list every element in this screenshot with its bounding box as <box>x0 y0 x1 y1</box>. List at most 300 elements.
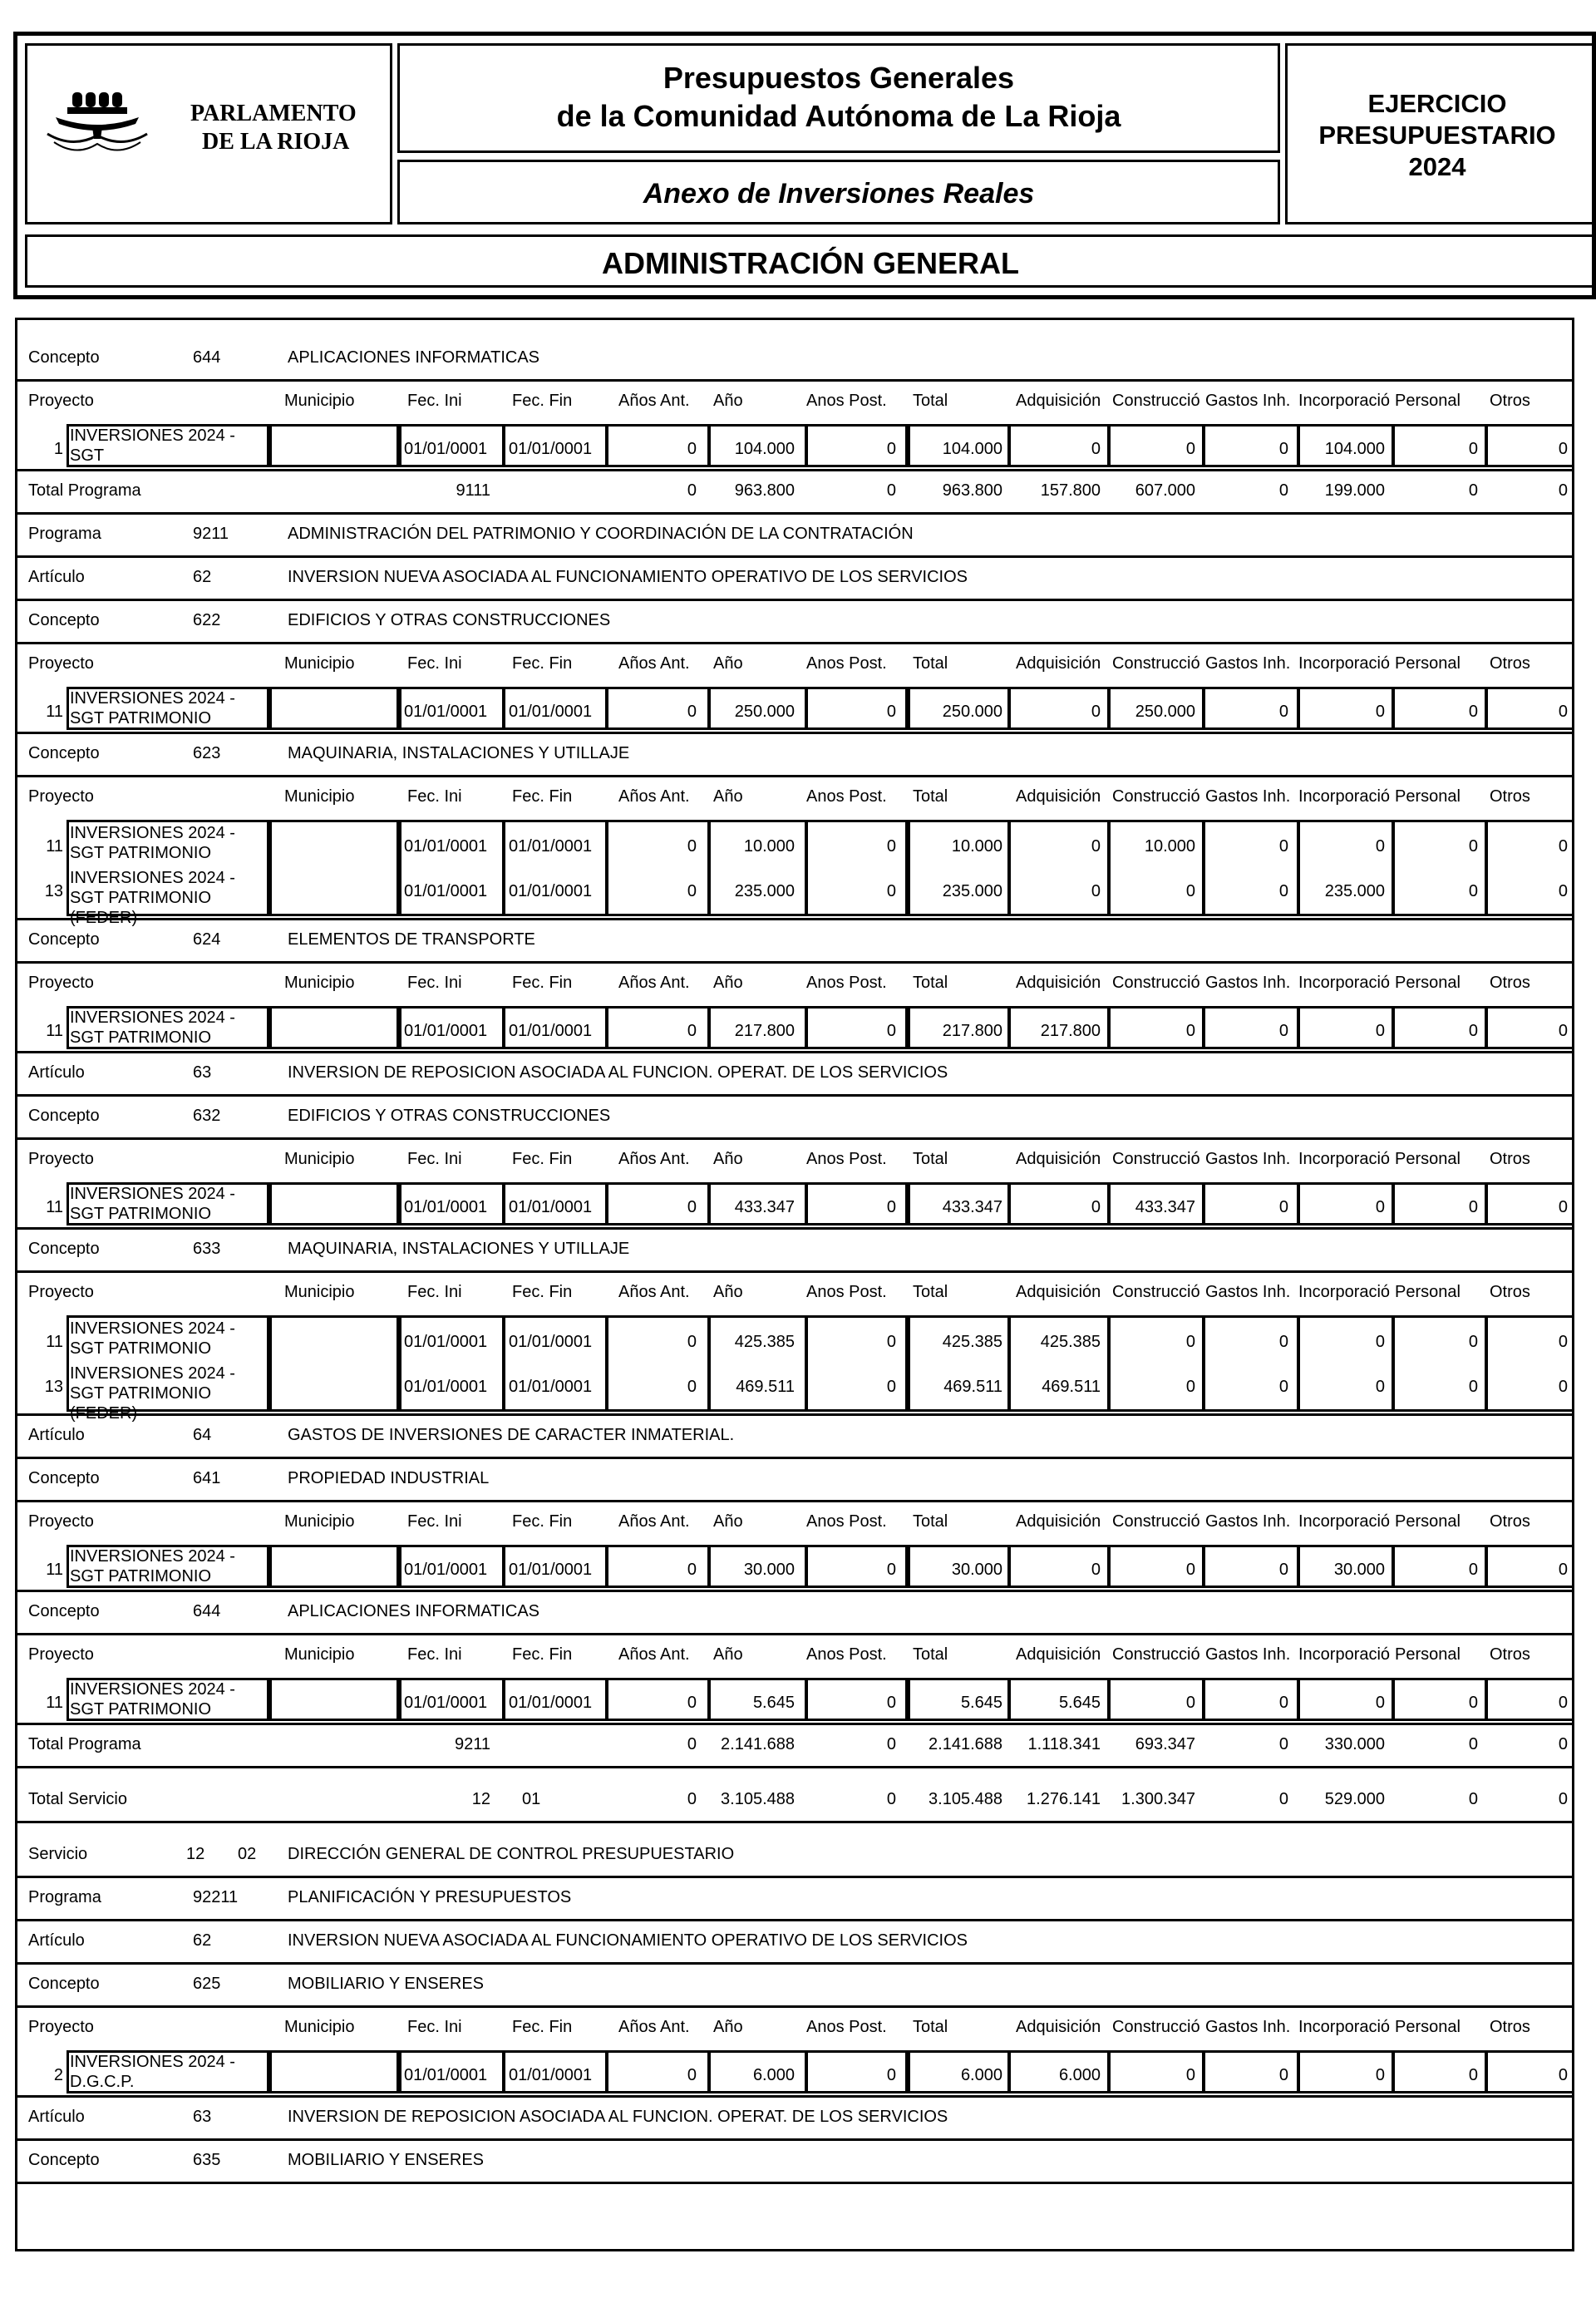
start-date: 01/01/0001 <box>404 2066 488 2084</box>
column-header: Incorporació <box>1298 1150 1391 1168</box>
table-cell <box>908 820 1011 916</box>
column-header: Anos Post. <box>806 654 887 673</box>
column-header: Adquisición <box>1016 1283 1101 1301</box>
amount-value: 6.000 <box>960 2066 1002 2084</box>
row-divider <box>15 1590 1574 1592</box>
amount-value: 0 <box>1558 1378 1568 1396</box>
project-number: 1 <box>53 440 63 458</box>
group-code: 62 <box>193 1931 212 1950</box>
amount-value: 30.000 <box>743 1561 795 1579</box>
amount-value: 104.000 <box>942 440 1002 458</box>
amount-value: 0 <box>1558 440 1568 458</box>
total-amount: 0 <box>1468 1735 1478 1753</box>
amount-value: 0 <box>687 1378 697 1396</box>
project-name: SGT PATRIMONIO <box>70 844 212 862</box>
group-label: Artículo <box>28 1931 85 1950</box>
project-name: INVERSIONES 2024 - <box>70 2053 235 2071</box>
project-number: 11 <box>46 703 63 721</box>
column-header: Adquisición <box>1016 1645 1101 1664</box>
column-header: Construcció <box>1112 1150 1200 1168</box>
amount-value: 6.000 <box>1058 2066 1101 2084</box>
column-header: Proyecto <box>28 1150 94 1168</box>
amount-value: 469.511 <box>943 1378 1002 1396</box>
amount-value: 0 <box>687 1561 697 1579</box>
table-cell <box>269 1678 399 1721</box>
amount-value: 0 <box>1558 1022 1568 1040</box>
amount-value: 0 <box>886 837 896 856</box>
amount-value: 250.000 <box>1135 703 1195 721</box>
amount-value: 10.000 <box>1144 837 1195 856</box>
total-label: Total Programa <box>28 1735 141 1753</box>
column-header: Otros <box>1490 1512 1530 1531</box>
column-header: Incorporació <box>1298 1283 1391 1301</box>
column-header: Año <box>713 1150 743 1168</box>
group-description: DIRECCIÓN GENERAL DE CONTROL PRESUPUESTARIO <box>288 1845 735 1863</box>
column-header: Año <box>713 1645 743 1664</box>
total-label: Total Programa <box>28 481 141 500</box>
column-header: Fec. Fin <box>512 654 573 673</box>
column-header: Adquisición <box>1016 1512 1101 1531</box>
table-cell <box>269 2050 399 2093</box>
group-code: 622 <box>193 611 221 629</box>
total-amount: 1.276.141 <box>1027 1790 1101 1808</box>
column-header: Anos Post. <box>806 974 887 992</box>
amount-value: 0 <box>1278 1333 1288 1351</box>
total-amount: 330.000 <box>1324 1735 1385 1753</box>
amount-value: 0 <box>1558 1333 1568 1351</box>
column-header: Personal <box>1395 2018 1461 2036</box>
table-cell <box>1485 820 1574 916</box>
column-header: Total <box>913 787 948 806</box>
column-header: Total <box>913 654 948 673</box>
column-header: Gastos Inh. <box>1205 2018 1291 2036</box>
total-code: 9211 <box>454 1735 490 1753</box>
amount-value: 235.000 <box>1324 882 1385 900</box>
column-header: Fec. Fin <box>512 1283 573 1301</box>
column-header: Total <box>913 974 948 992</box>
row-divider <box>15 1227 1574 1230</box>
group-code: 632 <box>193 1107 221 1125</box>
column-header: Año <box>713 974 743 992</box>
total-amount: 199.000 <box>1324 481 1385 500</box>
table-cell <box>269 687 399 730</box>
column-header: Otros <box>1490 1283 1530 1301</box>
amount-value: 104.000 <box>734 440 795 458</box>
table-cell <box>269 1545 399 1588</box>
column-header: Total <box>913 1512 948 1531</box>
group-code: 12 <box>186 1845 205 1863</box>
total-amount: 1.118.341 <box>1027 1735 1101 1753</box>
logo-box <box>25 43 392 224</box>
amount-value: 0 <box>1185 440 1195 458</box>
column-header: Otros <box>1490 787 1530 806</box>
amount-value: 0 <box>886 2066 896 2084</box>
row-divider <box>15 775 1574 777</box>
amount-value: 30.000 <box>951 1561 1002 1579</box>
amount-value: 0 <box>1468 1198 1478 1216</box>
column-header: Fec. Ini <box>407 392 462 410</box>
column-header: Años Ant. <box>618 654 690 673</box>
logo-text-line1: PARLAMENTO <box>190 101 357 126</box>
column-header: Municipio <box>284 2018 355 2036</box>
table-cell <box>1007 1315 1111 1412</box>
group-description: MAQUINARIA, INSTALACIONES Y UTILLAJE <box>288 744 630 762</box>
table-cell <box>502 1315 608 1412</box>
row-divider <box>15 1051 1574 1053</box>
column-header: Incorporació <box>1298 2018 1391 2036</box>
amount-value: 0 <box>1185 1694 1195 1712</box>
group-code: 92211 <box>193 1888 239 1906</box>
column-header: Gastos Inh. <box>1205 787 1291 806</box>
project-number: 13 <box>44 1378 63 1396</box>
column-header: Fec. Ini <box>407 787 462 806</box>
column-header: Fec. Ini <box>407 1645 462 1664</box>
amount-value: 0 <box>1558 1694 1568 1712</box>
total-amount: 693.347 <box>1135 1735 1195 1753</box>
column-header: Proyecto <box>28 787 94 806</box>
column-header: Personal <box>1395 1645 1461 1664</box>
amount-value: 0 <box>1468 1333 1478 1351</box>
group-code: 644 <box>193 348 221 367</box>
group-code: 644 <box>193 1602 221 1620</box>
table-cell <box>269 1006 399 1049</box>
column-header: Construcció <box>1112 974 1200 992</box>
column-header: Proyecto <box>28 1512 94 1531</box>
column-header: Otros <box>1490 2018 1530 2036</box>
group-code: 64 <box>193 1426 212 1444</box>
project-name: INVERSIONES 2024 - <box>70 427 235 445</box>
amount-value: 0 <box>1091 440 1101 458</box>
amount-value: 0 <box>1375 1198 1385 1216</box>
project-name: INVERSIONES 2024 - <box>70 1680 235 1699</box>
ejercicio-year: 2024 <box>1408 152 1466 181</box>
group-code: 62 <box>193 568 212 586</box>
amount-value: 0 <box>1278 440 1288 458</box>
column-header: Municipio <box>284 1283 355 1301</box>
column-header: Personal <box>1395 392 1461 410</box>
row-divider <box>15 1919 1574 1921</box>
group-code-2: 02 <box>238 1845 257 1863</box>
column-header: Municipio <box>284 787 355 806</box>
project-name: INVERSIONES 2024 - <box>70 869 235 887</box>
column-header: Gastos Inh. <box>1205 1512 1291 1531</box>
column-header: Anos Post. <box>806 1283 887 1301</box>
amount-value: 0 <box>1091 1198 1101 1216</box>
column-header: Anos Post. <box>806 787 887 806</box>
amount-value: 0 <box>886 703 896 721</box>
column-header: Total <box>913 1150 948 1168</box>
amount-value: 30.000 <box>1333 1561 1385 1579</box>
amount-value: 0 <box>1278 1198 1288 1216</box>
row-divider <box>15 2182 1574 2184</box>
total-amount: 0 <box>886 481 896 500</box>
group-label: Concepto <box>28 1602 100 1620</box>
column-header: Adquisición <box>1016 2018 1101 2036</box>
row-divider <box>15 1094 1574 1097</box>
group-code: 635 <box>193 2151 221 2169</box>
project-number: 2 <box>53 2066 63 2084</box>
end-date: 01/01/0001 <box>509 2066 593 2084</box>
column-header: Años Ant. <box>618 1283 690 1301</box>
project-name: SGT PATRIMONIO <box>70 1028 212 1047</box>
start-date: 01/01/0001 <box>404 703 488 721</box>
column-header: Personal <box>1395 1150 1461 1168</box>
row-divider <box>15 1876 1574 1878</box>
column-header: Fec. Fin <box>512 787 573 806</box>
start-date: 01/01/0001 <box>404 1694 488 1712</box>
row-divider <box>15 918 1574 920</box>
column-header: Adquisición <box>1016 1150 1101 1168</box>
table-cell <box>399 1315 505 1412</box>
row-divider <box>15 732 1574 734</box>
table-cell <box>1485 1315 1574 1412</box>
column-header: Incorporació <box>1298 392 1391 410</box>
amount-value: 0 <box>1468 1694 1478 1712</box>
amount-value: 0 <box>1278 1022 1288 1040</box>
total-amount: 2.141.688 <box>929 1735 1002 1753</box>
amount-value: 0 <box>1278 1694 1288 1712</box>
group-label: Concepto <box>28 1107 100 1125</box>
row-divider <box>15 1413 1574 1416</box>
column-header: Total <box>913 1645 948 1664</box>
project-name: INVERSIONES 2024 - <box>70 1185 235 1203</box>
table-cell <box>1107 820 1205 916</box>
amount-value: 469.511 <box>1042 1378 1101 1396</box>
column-header: Fec. Ini <box>407 2018 462 2036</box>
amount-value: 0 <box>1558 1561 1568 1579</box>
group-label: Programa <box>28 525 101 543</box>
ejercicio-box <box>1285 43 1596 224</box>
end-date: 01/01/0001 <box>509 1694 593 1712</box>
table-cell <box>708 1315 808 1412</box>
project-name: SGT PATRIMONIO <box>70 1384 212 1403</box>
start-date: 01/01/0001 <box>404 440 488 458</box>
column-header: Año <box>713 1512 743 1531</box>
total-amount: 3.105.488 <box>929 1790 1002 1808</box>
group-label: Concepto <box>28 2151 100 2169</box>
amount-value: 10.000 <box>743 837 795 856</box>
amount-value: 5.645 <box>1058 1694 1101 1712</box>
total-amount: 0 <box>1278 1735 1288 1753</box>
column-header: Fec. Fin <box>512 1150 573 1168</box>
project-name: INVERSIONES 2024 - <box>70 1364 235 1383</box>
project-name: SGT PATRIMONIO <box>70 1339 212 1358</box>
column-header: Anos Post. <box>806 1645 887 1664</box>
amount-value: 0 <box>1468 703 1478 721</box>
document-subtitle: Anexo de Inversiones Reales <box>643 178 1035 210</box>
column-header: Construcció <box>1112 1645 1200 1664</box>
total-amount: 0 <box>687 481 697 500</box>
row-divider <box>15 555 1574 558</box>
column-header: Incorporació <box>1298 654 1391 673</box>
column-header: Anos Post. <box>806 1512 887 1531</box>
group-description: INVERSION NUEVA ASOCIADA AL FUNCIONAMIENTO OPERATIVO DE LOS SERVICIOS <box>288 1931 968 1950</box>
project-name: INVERSIONES 2024 - <box>70 1319 235 1338</box>
amount-value: 0 <box>886 1333 896 1351</box>
total-amount: 0 <box>687 1790 697 1808</box>
column-header: Gastos Inh. <box>1205 1150 1291 1168</box>
subtitle-box <box>397 160 1280 224</box>
amount-value: 0 <box>886 1022 896 1040</box>
amount-value: 0 <box>1091 703 1101 721</box>
column-header: Gastos Inh. <box>1205 1283 1291 1301</box>
amount-value: 0 <box>1185 1333 1195 1351</box>
total-amount: 0 <box>1558 1790 1568 1808</box>
amount-value: 0 <box>687 2066 697 2084</box>
total-code: 9111 <box>456 481 490 500</box>
column-header: Municipio <box>284 1150 355 1168</box>
amount-value: 250.000 <box>942 703 1002 721</box>
amount-value: 250.000 <box>734 703 795 721</box>
amount-value: 0 <box>1185 1378 1195 1396</box>
amount-value: 0 <box>886 882 896 900</box>
column-header: Años Ant. <box>618 1150 690 1168</box>
total-amount: 3.105.488 <box>721 1790 795 1808</box>
table-cell <box>399 820 505 916</box>
row-divider <box>15 1457 1574 1459</box>
amount-value: 5.645 <box>960 1694 1002 1712</box>
row-divider <box>15 642 1574 644</box>
project-number: 11 <box>46 1022 63 1040</box>
column-header: Construcció <box>1112 787 1200 806</box>
column-header: Personal <box>1395 974 1461 992</box>
column-header: Años Ant. <box>618 1645 690 1664</box>
table-cell <box>1297 820 1395 916</box>
column-header: Otros <box>1490 654 1530 673</box>
amount-value: 0 <box>1558 1198 1568 1216</box>
row-divider <box>15 599 1574 601</box>
column-header: Fec. Fin <box>512 2018 573 2036</box>
column-header: Proyecto <box>28 974 94 992</box>
column-header: Otros <box>1490 392 1530 410</box>
amount-value: 433.347 <box>1135 1198 1195 1216</box>
amount-value: 217.800 <box>734 1022 795 1040</box>
amount-value: 0 <box>687 837 697 856</box>
group-description: EDIFICIOS Y OTRAS CONSTRUCCIONES <box>288 1107 611 1125</box>
group-description: APLICACIONES INFORMATICAS <box>288 348 540 367</box>
project-number: 11 <box>46 1333 63 1351</box>
amount-value: 0 <box>1091 882 1101 900</box>
amount-value: 425.385 <box>1040 1333 1101 1351</box>
column-header: Personal <box>1395 654 1461 673</box>
column-header: Proyecto <box>28 654 94 673</box>
amount-value: 10.000 <box>951 837 1002 856</box>
group-description: INVERSION DE REPOSICION ASOCIADA AL FUNCION. OPERAT. DE LOS SERVICIOS <box>288 2108 948 2126</box>
column-header: Año <box>713 1283 743 1301</box>
amount-value: 0 <box>1278 1561 1288 1579</box>
total-amount: 0 <box>1278 481 1288 500</box>
end-date: 01/01/0001 <box>509 703 593 721</box>
table-cell <box>269 1315 399 1412</box>
total-code: 12 <box>471 1790 490 1808</box>
amount-value: 433.347 <box>734 1198 795 1216</box>
group-description: APLICACIONES INFORMATICAS <box>288 1602 540 1620</box>
group-label: Concepto <box>28 930 100 949</box>
start-date: 01/01/0001 <box>404 1022 488 1040</box>
table-cell <box>1392 1315 1488 1412</box>
total-amount: 0 <box>1278 1790 1288 1808</box>
end-date: 01/01/0001 <box>509 1022 593 1040</box>
column-header: Municipio <box>284 392 355 410</box>
amount-value: 425.385 <box>734 1333 795 1351</box>
group-label: Concepto <box>28 1240 100 1258</box>
start-date: 01/01/0001 <box>404 882 488 900</box>
end-date: 01/01/0001 <box>509 1333 593 1351</box>
column-header: Construcció <box>1112 392 1200 410</box>
amount-value: 0 <box>687 1022 697 1040</box>
project-name: SGT PATRIMONIO <box>70 1205 212 1223</box>
column-header: Años Ant. <box>618 2018 690 2036</box>
table-cell <box>269 1182 399 1226</box>
total-amount: 0 <box>886 1735 896 1753</box>
column-header: Año <box>713 2018 743 2036</box>
column-header: Año <box>713 787 743 806</box>
column-header: Fec. Fin <box>512 1645 573 1664</box>
column-header: Construcció <box>1112 1512 1200 1531</box>
amount-value: 0 <box>1558 703 1568 721</box>
total-label: Total Servicio <box>28 1790 127 1808</box>
amount-value: 0 <box>1558 882 1568 900</box>
row-divider <box>15 469 1574 471</box>
column-header: Total <box>913 2018 948 2036</box>
table-cell <box>1007 820 1111 916</box>
amount-value: 0 <box>1468 1378 1478 1396</box>
project-name: INVERSIONES 2024 - <box>70 689 235 708</box>
column-header: Municipio <box>284 974 355 992</box>
project-name: INVERSIONES 2024 - <box>70 1009 235 1027</box>
column-header: Total <box>913 1283 948 1301</box>
column-header: Total <box>913 392 948 410</box>
amount-value: 0 <box>1468 1561 1478 1579</box>
row-divider <box>15 1723 1574 1725</box>
row-divider <box>15 2095 1574 2098</box>
row-divider <box>15 2138 1574 2141</box>
column-header: Municipio <box>284 654 355 673</box>
table-cell <box>502 820 608 916</box>
start-date: 01/01/0001 <box>404 837 488 856</box>
amount-value: 0 <box>1375 703 1385 721</box>
project-number: 11 <box>46 837 63 856</box>
group-code: 624 <box>193 930 221 949</box>
row-divider <box>15 1766 1574 1768</box>
column-header: Adquisición <box>1016 392 1101 410</box>
table-cell <box>1107 1315 1205 1412</box>
total-amount: 0 <box>1558 1735 1568 1753</box>
amount-value: 0 <box>1185 2066 1195 2084</box>
project-number: 11 <box>46 1198 63 1216</box>
section-title: ADMINISTRACIÓN GENERAL <box>602 246 1019 280</box>
amount-value: 0 <box>687 1694 697 1712</box>
group-description: MOBILIARIO Y ENSERES <box>288 2151 485 2169</box>
group-description: EDIFICIOS Y OTRAS CONSTRUCCIONES <box>288 611 611 629</box>
logo-text-line2: DE LA RIOJA <box>202 129 350 155</box>
column-header: Municipio <box>284 1645 355 1664</box>
column-header: Gastos Inh. <box>1205 654 1291 673</box>
project-number: 11 <box>46 1561 63 1579</box>
total-amount: 157.800 <box>1040 481 1101 500</box>
amount-value: 0 <box>687 703 697 721</box>
amount-value: 0 <box>687 1333 697 1351</box>
amount-value: 0 <box>1278 837 1288 856</box>
amount-value: 0 <box>1468 837 1478 856</box>
group-label: Artículo <box>28 1426 85 1444</box>
project-name: SGT PATRIMONIO <box>70 709 212 727</box>
column-header: Adquisición <box>1016 974 1101 992</box>
group-label: Concepto <box>28 348 100 367</box>
table-cell <box>269 424 399 467</box>
amount-value: 0 <box>886 1198 896 1216</box>
amount-value: 0 <box>1091 1561 1101 1579</box>
